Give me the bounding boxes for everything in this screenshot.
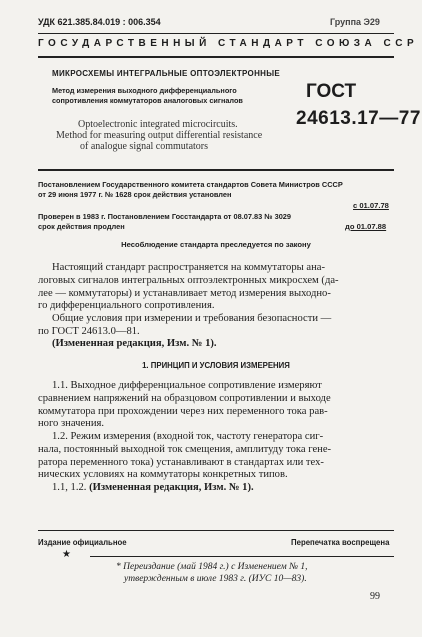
official-edition-label: Издание официальное [38, 538, 127, 547]
intro-p1-line-4: го дифференциального сопротивления. [38, 300, 215, 312]
clause-1-1-line-1: 1.1. Выходное дифференциальное сопротивление измеряют [52, 380, 322, 391]
title-rule [38, 169, 394, 171]
intro-amendment-text: (Измененная редакция, Изм. № 1). [52, 338, 217, 349]
reprint-note-line-1: * Переиздание (май 1984 г.) с Изменением № 1, [116, 562, 308, 572]
intro-paragraph-2 [38, 313, 394, 339]
section-1-amendment-prefix: 1.1, 1.2. [52, 482, 87, 493]
title-en-3: of analogue signal commutators [80, 141, 209, 152]
title-en-1: Optoelectronic integrated microcircuits. [78, 119, 238, 130]
decree-line-4: срок действия продлен [38, 222, 125, 231]
section-1-amendment [38, 482, 394, 495]
title-sub-2: сопротивления коммутаторов аналоговых сигналов [52, 96, 243, 105]
reprint-note-line-2: утвержденным в июле 1983 г. (ИУС 10—83). [124, 574, 307, 584]
decree-date-2: до 01.07.88 [345, 222, 387, 231]
law-notice: Несоблюдение стандарта преследуется по закону [121, 240, 311, 249]
decree-line-1: Постановлением Государственного комитета стандартов Совета Министров СССР [38, 180, 343, 189]
intro-p1-line-1: Настоящий стандарт распространяется на коммутаторы ана- [52, 262, 325, 273]
page-number: 99 [370, 591, 380, 602]
title-sub-1: Метод измерения выходного дифференциального [52, 86, 237, 95]
intro-p2-line-1: Общие условия при измерении и требования безопасности — [52, 313, 332, 324]
footer-rule-bottom [90, 556, 394, 557]
section-1-heading: 1. ПРИНЦИП И УСЛОВИЯ ИЗМЕРЕНИЯ [142, 361, 290, 370]
clause-1-2-line-3: ратора переменного тока) устанавливают в стандартах или тех- [38, 456, 324, 468]
clause-1-1 [38, 380, 394, 431]
group-code: Группа Э29 [330, 17, 380, 27]
clause-1-1-line-3: коммутатора при прохождении через них переменного тока рав- [38, 405, 328, 417]
intro-amendment [38, 338, 394, 351]
clause-1-1-line-4: ного значения. [38, 418, 105, 430]
footer-rule-top [38, 530, 394, 531]
header-rule-bottom [38, 56, 394, 58]
intro-paragraph-1 [38, 262, 394, 313]
title-main: МИКРОСХЕМЫ ИНТЕГРАЛЬНЫЕ ОПТОЭЛЕКТРОННЫЕ [52, 69, 281, 78]
reprint-prohibited-label: Перепечатка воспрещена [291, 538, 390, 547]
title-en-2: Method for measuring output differential resistance [56, 130, 263, 141]
intro-p1-line-3: лее — коммутаторы) и устанавливает метод измерения выходно- [38, 287, 331, 299]
clause-1-2-line-1: 1.2. Режим измерения (входной ток, частоту генератора сиг- [52, 431, 324, 442]
decree-date-1: с 01.07.78 [353, 201, 389, 210]
udk-code: УДК 621.385.84.019 : 006.354 [38, 17, 161, 27]
gost-number: 24613.17—77 [296, 108, 421, 129]
intro-p2-line-2: по ГОСТ 24613.0—81. [38, 325, 140, 337]
star-mark: ★ [62, 549, 71, 560]
clause-1-1-line-2: сравнением напряжений на образцовом сопротивлении и выходе [38, 392, 331, 404]
decree-line-3: Проверен в 1983 г. Постановлением Госстандарта от 08.07.83 № 3029 [38, 212, 292, 221]
section-1-amendment-text: (Измененная редакция, Изм. № 1). [89, 482, 254, 493]
gost-label: ГОСТ [306, 81, 357, 102]
standard-banner: ГОСУДАРСТВЕННЫЙ СТАНДАРТ СОЮЗА ССР [38, 38, 419, 49]
clause-1-2-line-2: нала, постоянный выходной ток смещения, амплитуду тока гене- [38, 443, 332, 455]
decree-line-2: от 29 июня 1977 г. № 1628 срок действия установлен [38, 190, 232, 199]
clause-1-2-line-4: нических условиях на коммутаторы конкретных типов. [38, 469, 288, 481]
header-rule-top [38, 33, 394, 34]
intro-p1-line-2: логовых сигналов интегральных оптоэлектронных микросхем (да- [38, 274, 339, 286]
clause-1-2 [38, 431, 394, 482]
